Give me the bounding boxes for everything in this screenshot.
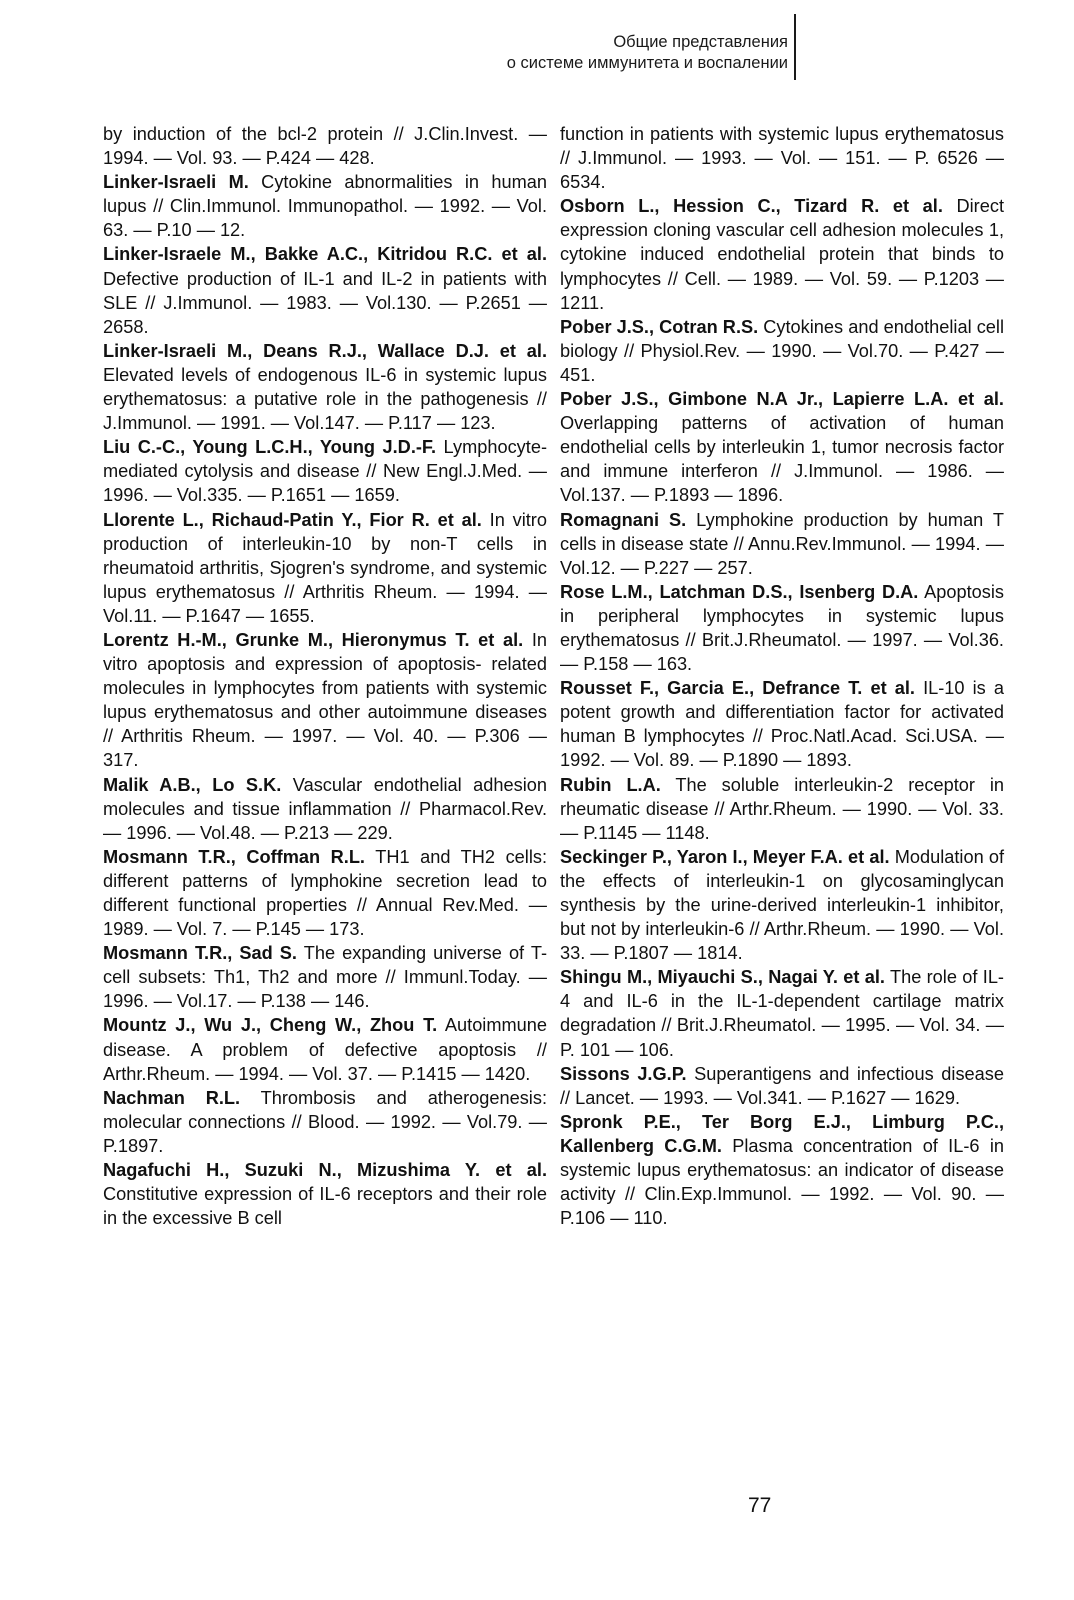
reference-authors: Malik A.B., Lo S.K. bbox=[103, 774, 282, 795]
reference-authors: Rubin L.A. bbox=[560, 774, 661, 795]
running-head-line-1: Общие представления bbox=[613, 33, 788, 51]
reference-text: Lymphokine production by human T cells in disease state // Annu.Rev.Immunol. — 1994. — Vol.12. — P.227 — 257. bbox=[560, 509, 1004, 578]
reference-entry bbox=[560, 676, 1004, 772]
reference-authors: Nagafuchi H., Suzuki N., Mizushima Y. et al. bbox=[103, 1160, 547, 1181]
reference-authors: Rose L.M., Latchman D.S., Isenberg D.A. bbox=[560, 581, 919, 602]
reference-authors: Spronk P.E., Ter Borg E.J., Limburg P.C., Kallenberg C.G.M. bbox=[560, 1111, 1004, 1156]
reference-entry bbox=[560, 122, 1004, 194]
reference-authors: Pober J.S., Gimbone N.A Jr., Lapierre L.A. et al. bbox=[560, 389, 1004, 410]
header-vertical-rule bbox=[794, 14, 796, 80]
reference-entry bbox=[103, 773, 547, 845]
running-head-line-2: о системе иммунитета и воспалении bbox=[506, 54, 788, 72]
reference-entry bbox=[103, 508, 547, 628]
running-head bbox=[507, 32, 788, 74]
reference-text: by induction of the bcl-2 protein // J.Clin.Invest. — 1994. — Vol. 93. — P.424 — 428. bbox=[103, 124, 547, 169]
reference-entry bbox=[560, 580, 1004, 676]
reference-entry bbox=[103, 1013, 547, 1085]
reference-text: Direct expression cloning vascular cell adhesion molecules 1, cytokine induced endothelial protein that binds to lymphocytes // Cell. — 1989. — Vol. 59. — P.1203 — 1211. bbox=[560, 196, 1005, 313]
reference-text: Superantigens and infectious disease // Lancet. — 1993. — Vol.341. — P.1627 — 1629. bbox=[560, 1063, 1004, 1108]
reference-entry bbox=[560, 315, 1004, 387]
reference-entry bbox=[103, 845, 547, 941]
reference-authors: Shingu M., Miyauchi S., Nagai Y. et al. bbox=[560, 967, 885, 988]
right-reference-column bbox=[560, 122, 1004, 1230]
reference-text: In vitro production of interleukin-10 by non-T cells in rheumatoid arthritis, Sjogren's syndrome, and systemic lupus erythematosus // Arthritis Rheum. — 1994. — Vol.11. — P.1647 — 1655. bbox=[103, 509, 547, 626]
reference-entry bbox=[560, 965, 1004, 1061]
reference-text: Thrombosis and atherogenesis: molecular connections // Blood. — 1992. — Vol.79. — P.1897. bbox=[103, 1087, 547, 1156]
reference-authors: Liu C.-C., Young L.C.H., Young J.D.-F. bbox=[103, 437, 437, 458]
reference-authors: Linker-Israeli M. bbox=[103, 172, 249, 193]
reference-text: Apoptosis in peripheral lymphocytes in systemic lupus erythematosus // Brit.J.Rheumatol. — 1997. — Vol.36. — P.158 — 163. bbox=[560, 581, 1004, 675]
reference-authors: Linker-Israeli M., Deans R.J., Wallace D.J. et al. bbox=[103, 340, 547, 361]
reference-entry bbox=[103, 1086, 547, 1158]
reference-authors: Rousset F., Garcia E., Defrance T. et al. bbox=[560, 678, 915, 699]
reference-entry bbox=[560, 845, 1004, 965]
reference-text: Cytokines and endothelial cell biology // Physiol.Rev. — 1990. — Vol.70. — P.427 — 451. bbox=[560, 316, 1004, 385]
reference-text: In vitro apoptosis and expression of apoptosis- related molecules in lymphocytes from patients with systemic lupus erythematosus and other autoimmune diseases // Arthritis Rheum. — 1997. — Vol. 40. — P.306 — 317. bbox=[103, 629, 547, 771]
reference-text: Vascular endothelial adhesion molecules and tissue inflammation // Pharmacol.Rev. — 1996. — Vol.48. — P.213 — 229. bbox=[103, 774, 547, 843]
left-reference-column bbox=[103, 122, 547, 1230]
reference-authors: Mosmann T.R., Coffman R.L. bbox=[103, 846, 365, 867]
reference-text: Modulation of the effects of interleukin-1 on glycosaminglycan synthesis by the urine-derived interleukin-1 inhibitor, but not by interleukin-6 // Arthr.Rheum. — 1990. — Vol. 33. — P.1807 — 1814. bbox=[560, 846, 1005, 964]
reference-authors: Osborn L., Hession C., Tizard R. et al. bbox=[560, 196, 943, 217]
reference-entry bbox=[560, 1062, 1004, 1110]
reference-entry bbox=[103, 339, 547, 435]
reference-entry bbox=[560, 194, 1004, 314]
reference-text: Overlapping patterns of activation of human endothelial cells by interleukin 1, tumor necrosis factor and immune interferon // J.Immunol. — 1986. — Vol.137. — P.1893 — 1896. bbox=[560, 413, 1004, 506]
reference-entry bbox=[103, 1158, 547, 1230]
reference-entry bbox=[560, 508, 1004, 580]
reference-text: Plasma concentration of IL-6 in systemic lupus erythematosus: an indicator of disease activity // Clin.Exp.Immunol. — 1992. — Vol. 90. — P.106 — 110. bbox=[560, 1135, 1004, 1229]
reference-text: The expanding universe of T-cell subsets: Th1, Th2 and more // Immunl.Today. — 1996. — Vol.17. — P.138 — 146. bbox=[103, 943, 548, 1012]
reference-text: Cytokine abnormalities in human lupus // Clin.Immunol. Immunopathol. — 1992. — Vol. 63. — P.10 — 12. bbox=[103, 172, 548, 241]
reference-authors: Romagnani S. bbox=[560, 509, 687, 530]
reference-authors: Mosmann T.R., Sad S. bbox=[103, 943, 297, 964]
reference-authors: Nachman R.L. bbox=[103, 1087, 241, 1108]
reference-authors: Linker-Israele M., Bakke A.C., Kitridou R.C. et al. bbox=[103, 244, 547, 265]
reference-entry bbox=[560, 1110, 1004, 1230]
reference-entry bbox=[103, 628, 547, 773]
reference-entry bbox=[103, 242, 547, 338]
reference-text: IL-10 is a potent growth and differentiation factor for activated human B lymphocytes // Proc.Natl.Acad. Sci.USA. — 1992. — Vol. 89. — P.1890 — 1893. bbox=[560, 678, 1005, 771]
reference-text: Defective production of IL-1 and IL-2 in patients with SLE // J.Immunol. — 1983. — Vol.130. — P.2651 — 2658. bbox=[103, 268, 547, 337]
reference-text: function in patients with systemic lupus erythematosus // J.Immunol. — 1993. — Vol. — 151. — P. 6526 — 6534. bbox=[560, 124, 1004, 193]
reference-authors: Sissons J.G.P. bbox=[560, 1063, 687, 1084]
reference-entry bbox=[103, 435, 547, 507]
reference-entry bbox=[560, 387, 1004, 507]
reference-entry bbox=[560, 773, 1004, 845]
reference-entry bbox=[103, 122, 547, 170]
page-number: 77 bbox=[748, 1494, 772, 1517]
reference-text: Autoimmune disease. A problem of defective apoptosis // Arthr.Rheum. — 1994. — Vol. 37. — P.1415 — 1420. bbox=[103, 1015, 547, 1084]
reference-text: Elevated levels of endogenous IL-6 in systemic lupus erythematosus: a putative role in the pathogenesis // J.Immunol. — 1991. — Vol.147. — P.117 — 123. bbox=[103, 364, 547, 434]
reference-text: The role of IL-4 and IL-6 in the IL-1-dependent cartilage matrix degradation // Brit.J.Rheumatol. — 1995. — Vol. 34. — P. 101 — 106. bbox=[560, 967, 1004, 1060]
reference-authors: Lorentz H.-M., Grunke M., Hieronymus T. et al. bbox=[103, 629, 524, 650]
reference-entry bbox=[103, 170, 547, 242]
reference-authors: Mountz J., Wu J., Cheng W., Zhou T. bbox=[103, 1015, 438, 1036]
reference-text: Lymphocyte-mediated cytolysis and disease // New Engl.J.Med. — 1996. — Vol.335. — P.1651 — 1659. bbox=[103, 437, 547, 506]
reference-entry bbox=[103, 941, 547, 1013]
reference-text: The soluble interleukin-2 receptor in rheumatic disease // Arthr.Rheum. — 1990. — Vol. 33. — P.1145 — 1148. bbox=[560, 774, 1005, 843]
reference-text: TH1 and TH2 cells: different patterns of lymphokine secretion lead to different functional properties // Annual Rev.Med. — 1989. — Vol. 7. — P.145 — 173. bbox=[103, 846, 548, 940]
reference-authors: Seckinger P., Yaron I., Meyer F.A. et al. bbox=[560, 846, 890, 867]
reference-authors: Llorente L., Richaud-Patin Y., Fior R. et al. bbox=[103, 509, 482, 530]
reference-authors: Pober J.S., Cotran R.S. bbox=[560, 316, 759, 337]
reference-text: Constitutive expression of IL-6 receptors and their role in the excessive B cell bbox=[103, 1184, 547, 1229]
